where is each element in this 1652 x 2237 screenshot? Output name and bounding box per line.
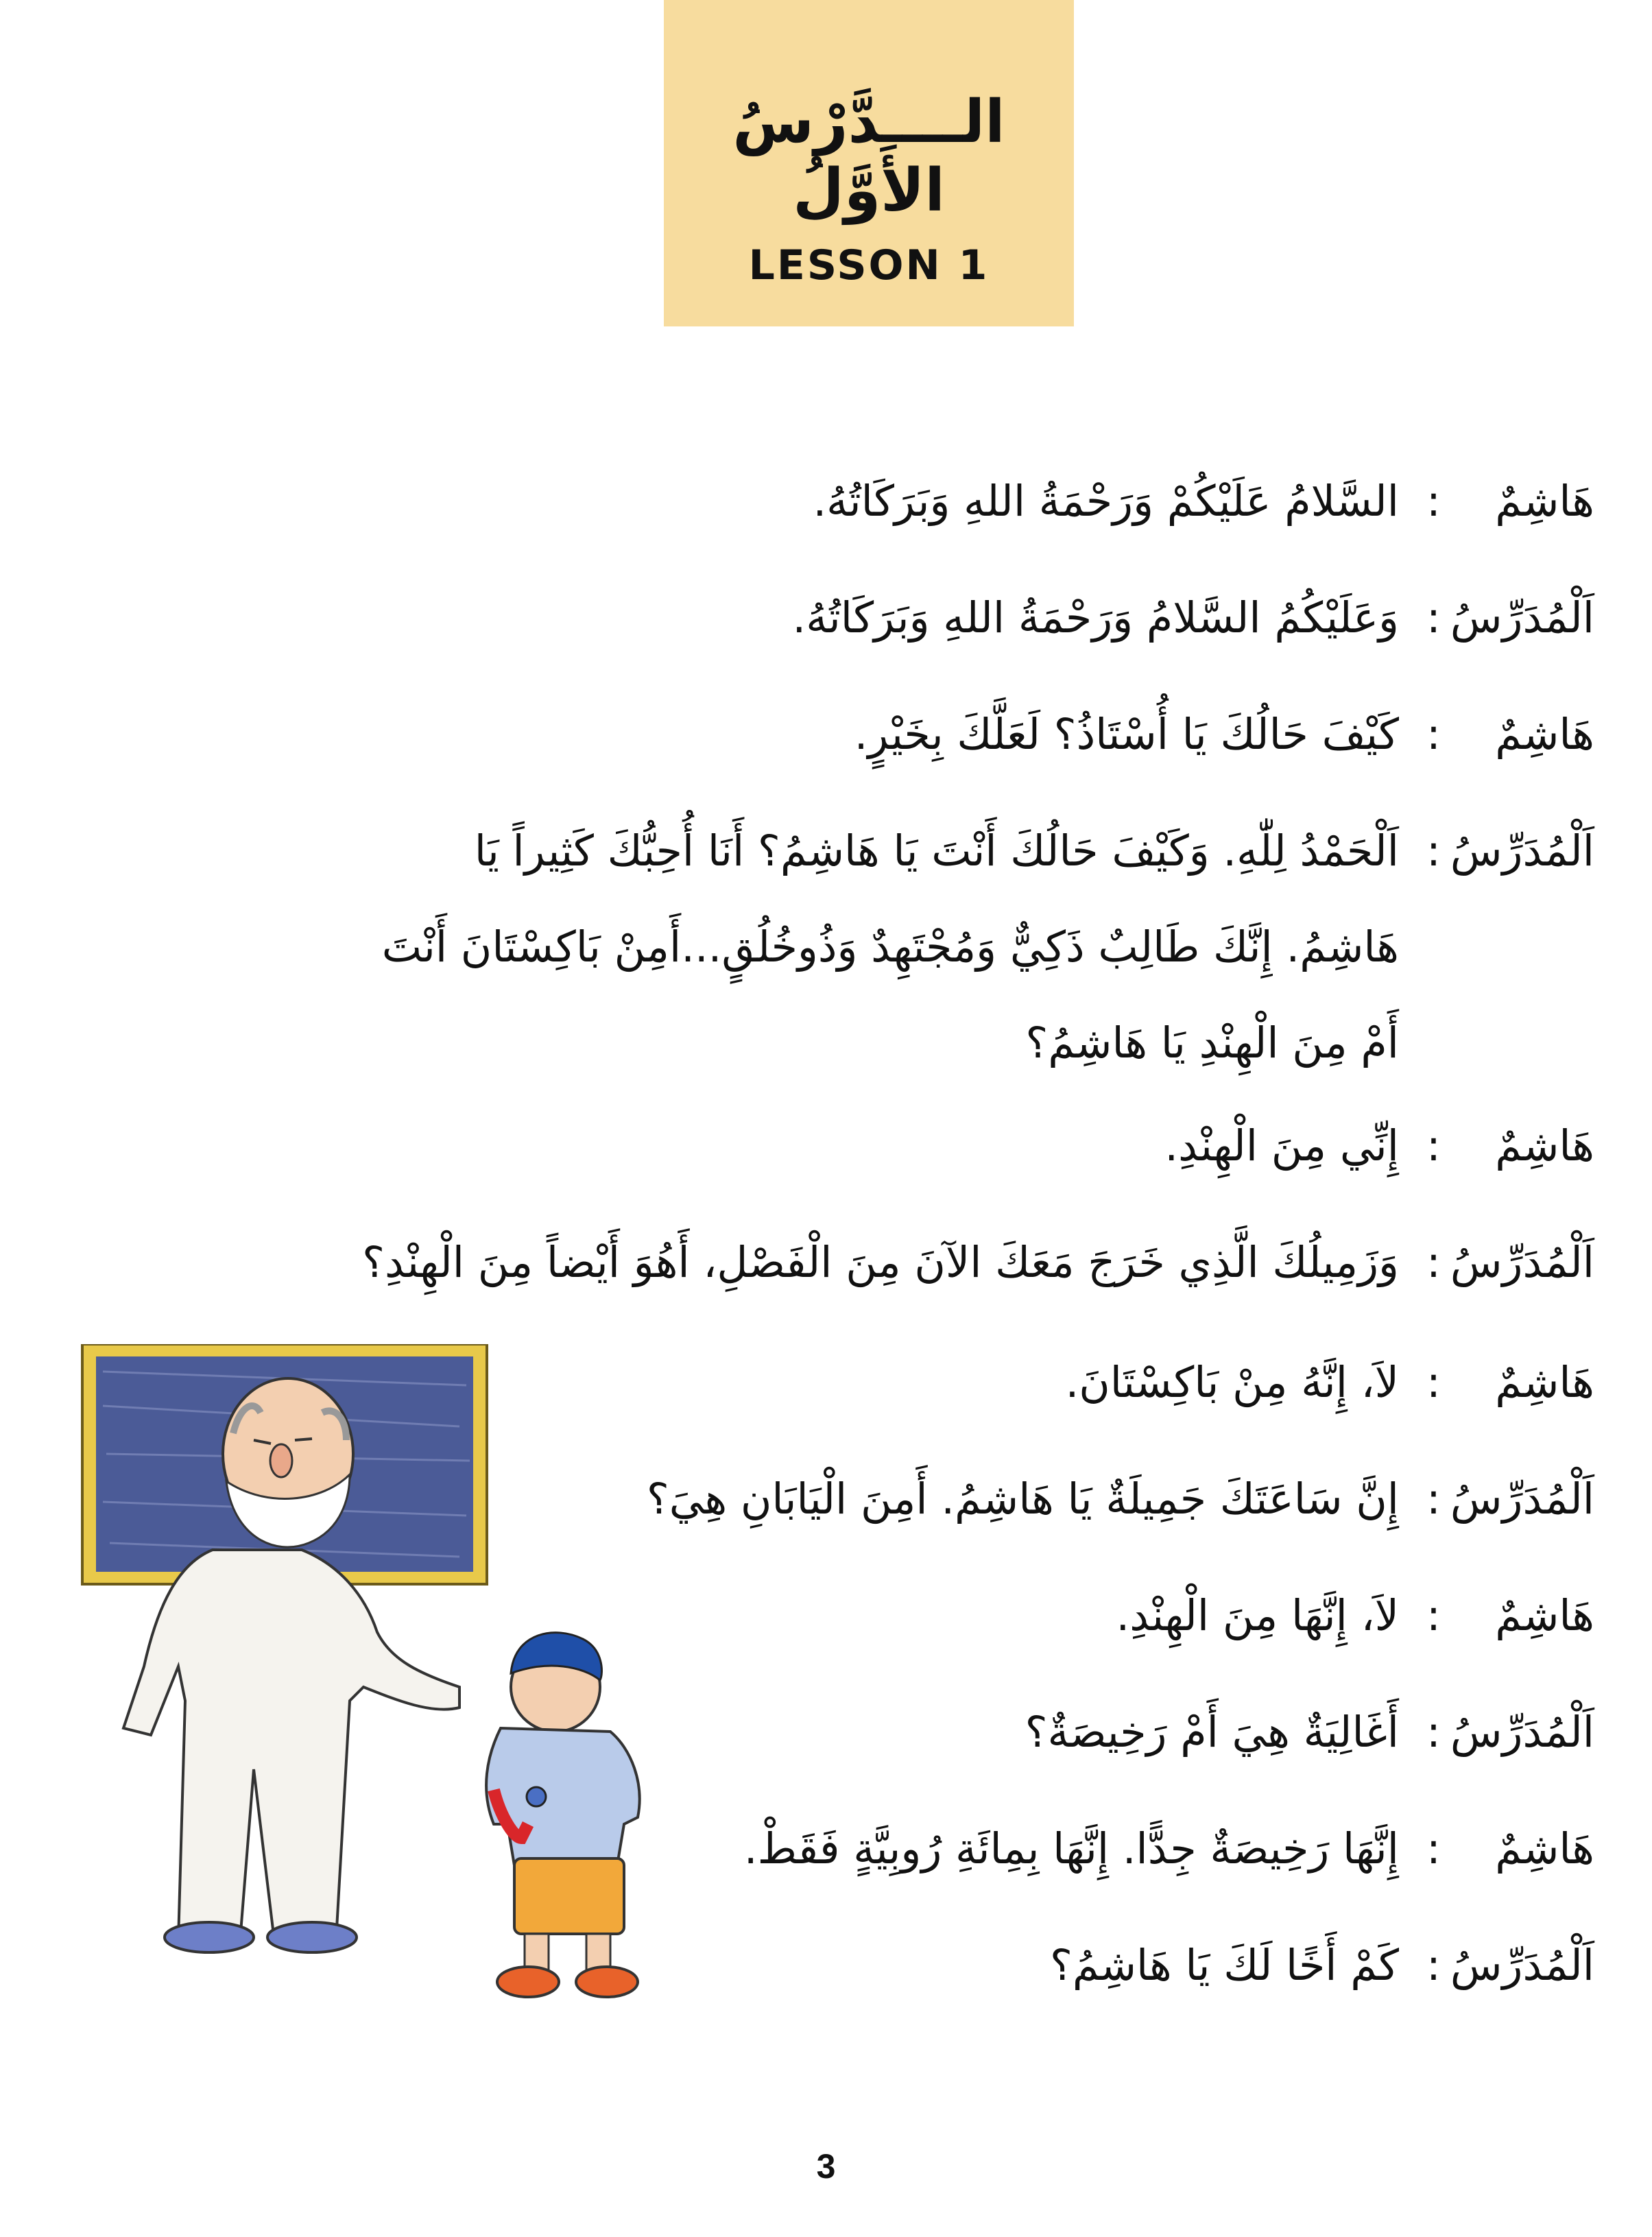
lesson-title-english: LESSON 1 xyxy=(748,241,990,289)
dialogue-line: وَعَلَيْكُمُ السَّلامُ وَرَحْمَةُ اللهِ وَبَرَكَاتُهُ. xyxy=(792,593,1399,643)
speaker-name: اَلْمُدَرِّسُ xyxy=(1450,1707,1594,1757)
dialogue-line: كَيْفَ حَالُكَ يَا أُسْتَاذُ؟ لَعَلَّكَ بِخَيْرٍ. xyxy=(854,709,1399,759)
speaker-colon: : xyxy=(1426,593,1441,643)
lesson-title-arabic: الــــدَّرْسُ الأَوَّلُ xyxy=(732,88,1005,225)
dialogue-line: السَّلامُ عَلَيْكُمْ وَرَحْمَةُ اللهِ وَبَرَكَاتُهُ. xyxy=(813,476,1399,526)
speaker-name: هَاشِمٌ xyxy=(1495,1590,1594,1640)
speaker-colon: : xyxy=(1426,1121,1441,1171)
speaker-colon: : xyxy=(1426,709,1441,759)
speaker-colon: : xyxy=(1426,1823,1441,1874)
speaker-name: هَاشِمٌ xyxy=(1495,476,1594,526)
page-number: 3 xyxy=(816,2147,836,2186)
dialogue-line: إِنِّي مِنَ الْهِنْدِ. xyxy=(1164,1121,1399,1171)
speaker-name: هَاشِمٌ xyxy=(1495,1823,1594,1874)
dialogue-line: إِنَّهَا رَخِيصَةٌ جِدًّا. إِنَّهَا بِمِائَةِ رُوبِيَّةٍ فَقَطْ. xyxy=(743,1823,1399,1874)
speaker-name: اَلْمُدَرِّسُ xyxy=(1450,1474,1594,1524)
speaker-name: اَلْمُدَرِّسُ xyxy=(1450,1237,1594,1287)
dialogue-line: إِنَّ سَاعَتَكَ جَمِيلَةٌ يَا هَاشِمُ. أَمِنَ الْيَابَانِ هِيَ؟ xyxy=(646,1474,1399,1524)
dialogue-line: أَغَالِيَةٌ هِيَ أَمْ رَخِيصَةٌ؟ xyxy=(1025,1707,1399,1757)
speaker-colon: : xyxy=(1426,826,1441,876)
dialogue-line: لاَ، إِنَّهُ مِنْ بَاكِسْتَانَ. xyxy=(1065,1357,1399,1407)
speaker-name: اَلْمُدَرِّسُ xyxy=(1450,1940,1594,1990)
speaker-colon: : xyxy=(1426,1474,1441,1524)
speaker-colon: : xyxy=(1426,1940,1441,1990)
speaker-colon: : xyxy=(1426,476,1441,526)
speaker-name: هَاشِمٌ xyxy=(1495,709,1594,759)
speaker-colon: : xyxy=(1426,1707,1441,1757)
speaker-name: اَلْمُدَرِّسُ xyxy=(1450,826,1594,876)
speaker-name: هَاشِمٌ xyxy=(1495,1121,1594,1171)
dialogue-line: وَزَمِيلُكَ الَّذِي خَرَجَ مَعَكَ الآنَ مِنَ الْفَصْلِ، أَهُوَ أَيْضاً مِنَ الْهِنْدِ؟ xyxy=(362,1237,1399,1287)
speaker-colon: : xyxy=(1426,1237,1441,1287)
dialogue-line: لاَ، إِنَّهَا مِنَ الْهِنْدِ. xyxy=(1116,1590,1399,1640)
speaker-name: هَاشِمٌ xyxy=(1495,1357,1594,1407)
dialogue-line: كَمْ أَخًا لَكَ يَا هَاشِمُ؟ xyxy=(1049,1940,1399,1990)
dialogue-line: أَمْ مِنَ الْهِنْدِ يَا هَاشِمُ؟ xyxy=(1025,1018,1399,1068)
speaker-colon: : xyxy=(1426,1357,1441,1407)
dialogue-line: هَاشِمُ. إِنَّكَ طَالِبٌ ذَكِيٌّ وَمُجْتَهِدٌ وَذُوخُلُقٍ...أَمِنْ بَاكِسْتَانَ أَنْتَ xyxy=(381,922,1399,972)
speaker-name: اَلْمُدَرِّسُ xyxy=(1450,593,1594,643)
speaker-colon: : xyxy=(1426,1590,1441,1640)
dialogue-line: اَلْحَمْدُ لِلّٰهِ. وَكَيْفَ حَالُكَ أَنْتَ يَا هَاشِمُ؟ أَنَا أُحِبُّكَ كَثِيراً يَا xyxy=(474,826,1399,876)
